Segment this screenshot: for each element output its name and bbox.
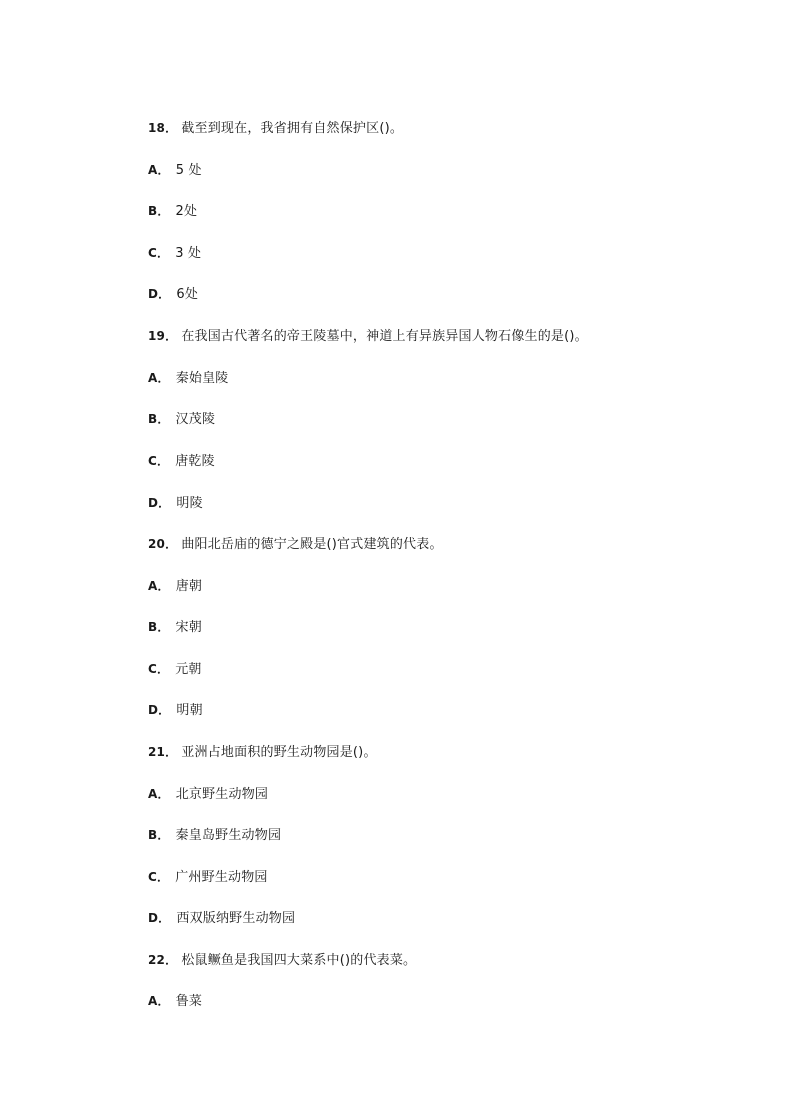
option-letter: A．	[148, 163, 170, 177]
question-19	[148, 327, 588, 346]
option-18-c	[148, 244, 201, 263]
option-text: 元朝	[175, 662, 202, 677]
option-19-d	[148, 494, 203, 513]
option-19-a	[148, 369, 229, 388]
option-letter: A．	[148, 579, 170, 593]
option-21-b	[148, 826, 281, 845]
option-21-a	[148, 785, 268, 804]
option-text: 西双版纳野生动物园	[176, 911, 296, 926]
option-text: 3 处	[175, 246, 202, 261]
option-21-c	[148, 868, 268, 887]
option-letter: B．	[148, 204, 170, 218]
option-letter: C．	[148, 454, 170, 468]
question-text: 在我国古代著名的帝王陵墓中，神道上有异族异国人物石像生的是()。	[181, 329, 588, 344]
option-20-c	[148, 660, 202, 679]
option-text: 2处	[175, 204, 198, 219]
option-20-a	[148, 577, 202, 596]
option-letter: B．	[148, 412, 170, 426]
option-19-c	[148, 452, 215, 471]
option-letter: D．	[148, 287, 171, 301]
question-number: 18．	[148, 121, 178, 135]
question-number: 21．	[148, 745, 178, 759]
option-letter: C．	[148, 246, 170, 260]
question-number: 19．	[148, 329, 178, 343]
question-text: 松鼠鳜鱼是我国四大菜系中()的代表菜。	[181, 953, 417, 968]
option-text: 秦皇岛野生动物园	[175, 828, 282, 843]
question-number: 20．	[148, 537, 178, 551]
option-text: 汉茂陵	[175, 412, 216, 427]
option-text: 明陵	[176, 496, 203, 511]
question-text: 亚洲占地面积的野生动物园是()。	[181, 745, 377, 760]
question-21	[148, 743, 377, 762]
option-text: 广州野生动物园	[175, 870, 268, 885]
option-text: 明朝	[176, 703, 203, 718]
option-letter: B．	[148, 828, 170, 842]
option-22-a	[148, 992, 202, 1011]
option-18-d	[148, 285, 198, 304]
option-text: 唐乾陵	[175, 454, 215, 469]
option-letter: A．	[148, 994, 170, 1008]
question-text: 截至到现在，我省拥有自然保护区()。	[181, 121, 404, 136]
option-text: 5 处	[175, 163, 202, 178]
option-letter: A．	[148, 787, 170, 801]
option-18-a	[148, 161, 202, 180]
option-21-d	[148, 909, 295, 928]
question-18	[148, 119, 403, 138]
option-letter: B．	[148, 620, 170, 634]
option-letter: C．	[148, 870, 170, 884]
option-19-b	[148, 410, 215, 429]
option-20-d	[148, 701, 203, 720]
question-text: 曲阳北岳庙的德宁之殿是()官式建筑的代表。	[181, 537, 443, 552]
option-text: 6处	[176, 287, 199, 302]
option-text: 秦始皇陵	[175, 371, 229, 386]
option-letter: C．	[148, 662, 170, 676]
option-letter: D．	[148, 911, 171, 925]
option-letter: D．	[148, 703, 171, 717]
option-text: 唐朝	[175, 579, 203, 594]
question-22	[148, 951, 416, 970]
question-number: 22．	[148, 953, 178, 967]
option-text: 北京野生动物园	[175, 787, 269, 802]
question-20	[148, 535, 443, 554]
option-text: 宋朝	[175, 620, 202, 635]
option-text: 鲁菜	[175, 994, 203, 1009]
option-letter: A．	[148, 371, 170, 385]
option-20-b	[148, 618, 202, 637]
option-letter: D．	[148, 496, 171, 510]
option-18-b	[148, 202, 197, 221]
